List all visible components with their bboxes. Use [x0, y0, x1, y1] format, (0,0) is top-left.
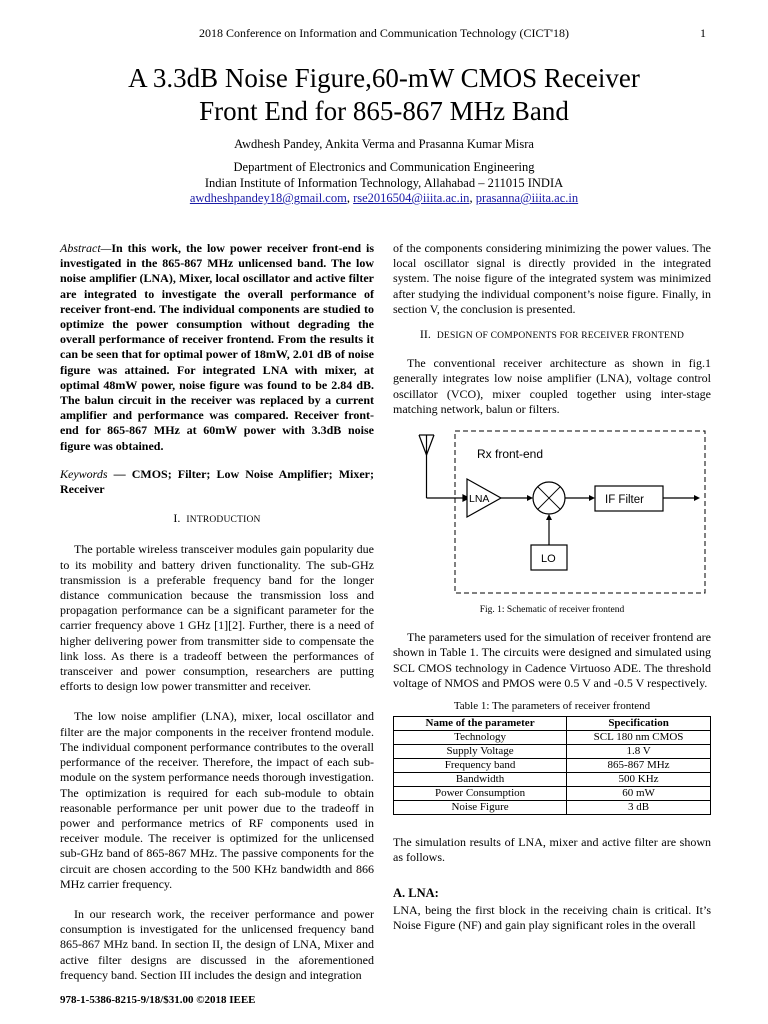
section-title: DESIGN OF COMPONENTS FOR RECEIVER FRONTEND [436, 331, 685, 342]
receiver-schematic [393, 425, 711, 601]
table-row [394, 759, 711, 773]
column-header: Specification [567, 717, 711, 731]
paragraph: The low noise amplifier (LNA), mixer, local oscillator and filter are the major components in the receiver frontend module. The individual component performance contributes to the overall performance of the receiver. Therefore, the impact of each sub-module on the system performance needs thorough investigation. The optimization is required for each sub-module to obtain reasonable performance per unit power due to the tradeoff in power and performance metrics of RF components used in receiver module. The receiver is optimized for the unlicensed sub-GHz band of 865-867 MHz. The passive components for the circuit are chosen according to the 500 KHz bandwidth and 866 MHz carrier frequency. [60, 709, 374, 891]
antenna-icon [419, 435, 469, 501]
column-header: Name of the parameter [394, 717, 567, 731]
abstract [60, 241, 374, 454]
subsection-heading-lna: A. LNA: [393, 885, 439, 900]
paragraph: The parameters used for the simulation of receiver frontend are shown in Table 1. The circuits were designed and simulated using SCL CMOS technology in Cadence Virtuoso ADE. The threshold voltage of NMOS and PMOS were 0.5 V and -0.5 V respectively. [393, 630, 711, 690]
abstract-label: Abstract— [60, 241, 112, 255]
email-separator: , [469, 191, 476, 205]
table-cell: SCL 180 nm CMOS [567, 731, 711, 745]
email-link[interactable]: prasanna@iiita.ac.in [475, 191, 579, 205]
lo-label: LO [541, 553, 556, 566]
table-row [394, 787, 711, 801]
conference-header: 2018 Conference on Information and Communication Technology (CICT'18) [198, 26, 570, 40]
title-line-2: Front End for 865-867 MHz Band [199, 96, 569, 126]
lna-label: LNA [469, 493, 490, 506]
block-title: Rx front-end [477, 447, 544, 462]
section-heading-introduction [60, 511, 374, 528]
section-number: I. [173, 511, 181, 526]
email-link[interactable]: awdheshpandey18@gmail.com [189, 191, 347, 205]
left-column [60, 241, 374, 998]
lo-block [531, 545, 567, 570]
table-row [394, 801, 711, 815]
table-cell: 3 dB [567, 801, 711, 815]
affiliation [0, 160, 768, 207]
if-filter-label: IF Filter [605, 494, 644, 507]
table-cell: 1.8 V [567, 745, 711, 759]
affiliation-institute: Indian Institute of Information Technology, Allahabad – 211015 INDIA [204, 175, 564, 190]
section-heading-design [393, 327, 711, 344]
page-number: 1 [700, 26, 706, 40]
table-row [394, 731, 711, 745]
authors: Awdhesh Pandey, Ankita Verma and Prasanna Kumar Misra [234, 137, 534, 151]
email-list [0, 191, 768, 207]
parameters-table [393, 716, 711, 815]
email-link[interactable]: rse2016504@iiita.ac.in [353, 191, 470, 205]
keywords [60, 467, 374, 497]
table-row [394, 745, 711, 759]
section-number: II. [419, 327, 431, 342]
paragraph: The conventional receiver architecture as shown in fig.1 generally integrates low noise amplifier (LNA), voltage control oscillator (VCO), mixer coupled together using inter-stage matching network, balun or filters. [393, 356, 711, 416]
copyright-footer: 978-1-5386-8215-9/18/$31.00 ©2018 IEEE [60, 994, 256, 1006]
table-cell: Power Consumption [394, 787, 567, 801]
paragraph: LNA, being the first block in the receiving chain is critical. It’s Noise Figure (NF) and gain play significant roles in the overall [393, 902, 711, 933]
section-title: INTRODUCTION [186, 515, 261, 526]
table-cell: Supply Voltage [394, 745, 567, 759]
table-cell: Noise Figure [394, 801, 567, 815]
keywords-label: Keywords [60, 466, 108, 481]
figure-1 [393, 425, 711, 601]
paragraph: In our research work, the receiver performance and power consumption is investigated for the unlicensed frequency band 865-867 MHz band. In section II, the design of LNA, Mixer and active filter designs are discussed in the aforementioned frequency band. Section III includes the design and integration [60, 906, 374, 982]
paragraph: of the components considering minimizing the power values. The local oscillator signal is directly provided in the integrated system. The noise figure of the integrated system was minimized after studying the individual component’s noise figure. Finally, in section V, the conclusion is presented. [393, 241, 711, 316]
table-cell: Frequency band [394, 759, 567, 773]
figure-caption: Fig. 1: Schematic of receiver frontend [479, 605, 625, 616]
lna-block [467, 479, 501, 517]
table-cell: 60 mW [567, 787, 711, 801]
paragraph: The portable wireless transceiver modules gain popularity due to its mobility and battery driven functionality. The sub-GHz transmission is a preferable frequency band for the longer distance communication because the transmission loss and propagation performance can be a significant parameter for the carrier frequency above 1 GHz [1][2]. Further, there is a need of higher delivering power from transmitter side to compensate the link loss. As there is a tradeoff between the performances of transceiver and power consumption, researchers are putting efforts to design low power transmitter and receiver. [60, 542, 374, 694]
table-cell: Technology [394, 731, 567, 745]
right-column [393, 241, 711, 948]
table-cell: 500 KHz [567, 773, 711, 787]
table-cell: Bandwidth [394, 773, 567, 787]
mixer-symbol [533, 482, 565, 514]
paragraph: The simulation results of LNA, mixer and active filter are shown as follows. [393, 835, 711, 865]
table-header-row [394, 717, 711, 731]
keywords-text: — CMOS; Filter; Low Noise Amplifier; Mixer; Receiver [60, 466, 374, 497]
table-row [394, 773, 711, 787]
if-filter-block [595, 486, 663, 511]
email-separator: , [346, 191, 354, 205]
paper-title [40, 62, 728, 128]
table-caption: Table 1: The parameters of receiver frontend [453, 700, 651, 713]
title-line-1: A 3.3dB Noise Figure,60-mW CMOS Receiver [128, 63, 640, 93]
table-cell: 865-867 MHz [567, 759, 711, 773]
abstract-text: In this work, the low power receiver front-end is investigated in the 865-867 MHz unlicensed band. The low noise amplifier (LNA), Mixer, local oscillator and active filter are integrated to investigate the overall performance of receiver front-end. The individual components are studied to optimize the power consumption without degrading the overall performance of receiver frontend. From the results it can be seen that for optimal power of 18mW, 2.01 dB of noise figure was attained. For integrated LNA with mixer, at optimal 48mW power, noise figure was found to be 2.84 dB. The balun circuit in the receiver was replaced by a current amplifier and performance was compared. Receiver front-end for 865-867 MHz at 60mW power with 3.3dB noise figure was obtained. [60, 241, 374, 453]
affiliation-department: Department of Electronics and Communication Engineering [233, 160, 535, 174]
